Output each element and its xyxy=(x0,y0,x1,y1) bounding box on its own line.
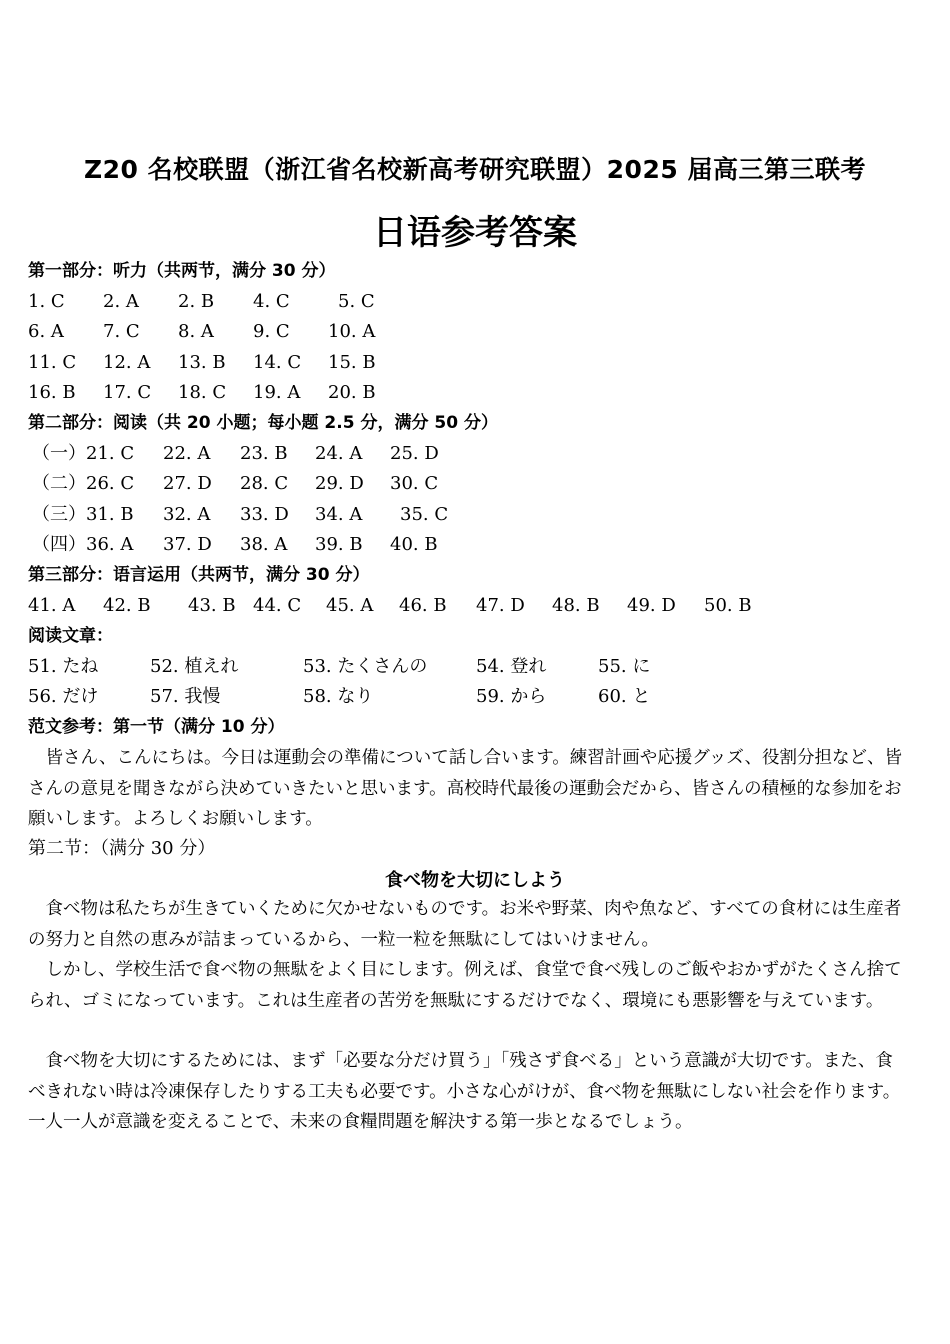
answer-item: 44. C xyxy=(253,595,302,616)
answer-item: 30. C xyxy=(390,473,439,494)
answer-item: 1. C xyxy=(28,291,65,312)
answer-item: 7. C xyxy=(103,321,140,342)
answer-item: 34. A xyxy=(315,504,363,525)
answer-item: 15. B xyxy=(328,352,376,373)
answer-item: 40. B xyxy=(390,534,438,555)
part1-heading: 第一部分：听力（共两节，满分 30 分） xyxy=(28,261,336,281)
answer-item: 41. A xyxy=(28,595,76,616)
sample-heading-1: 范文参考：第一节（满分 10 分） xyxy=(28,717,285,737)
answer-item: 46. B xyxy=(399,595,447,616)
essay-paragraph-2: しかし、学校生活で食べ物の無駄をよく目にします。例えば、食堂で食べ残しのご飯やおかずがたくさん捨てられ、ゴミになっています。これは生産者の苦労を無駄にするだけでなく、環境にも悪影響を与えています。 xyxy=(28,960,902,1011)
answer-item: 14. C xyxy=(253,352,302,373)
answer-item: 13. B xyxy=(178,352,226,373)
answer-item: （三）31. B xyxy=(32,504,134,525)
answer-item: 43. B xyxy=(188,595,236,616)
answer-item: 6. A xyxy=(28,321,64,342)
answer-item: 5. C xyxy=(338,291,375,312)
reading-heading: 阅读文章： xyxy=(28,626,113,646)
answer-item: 45. A xyxy=(326,595,374,616)
answer-item: 47. D xyxy=(476,595,525,616)
answer-item: 10. A xyxy=(328,321,376,342)
answer-item: 23. B xyxy=(240,443,288,464)
answer-item: 52. 植えれ xyxy=(150,656,239,677)
answer-item: 2. A xyxy=(103,291,139,312)
answer-item: 9. C xyxy=(253,321,290,342)
answer-item: 12. A xyxy=(103,352,151,373)
answer-item: 19. A xyxy=(253,382,301,403)
answer-item: 22. A xyxy=(163,443,211,464)
answer-item: 39. B xyxy=(315,534,363,555)
essay-paragraph-1: 食べ物は私たちが生きていくために欠かせないものです。お米や野菜、肉や魚など、すべての食材には生産者の努力と自然の恵みが詰まっているから、一粒一粒を無駄にしてはいけません。 xyxy=(28,899,902,950)
document-subtitle: 日语参考答案 xyxy=(373,213,577,253)
answer-item: 37. D xyxy=(163,534,212,555)
answer-item: 57. 我慢 xyxy=(150,686,221,707)
answer-item: 8. A xyxy=(178,321,214,342)
essay-paragraph-3: 食べ物を大切にするためには、まず「必要な分だけ買う」「残さず食べる」という意識が大切です。また、食べきれない時は冷凍保存したりする工夫も必要です。小さな心がけが、食べ物を無駄にしない社会を作ります。一人一人が意識を変えることで、未来の食糧問題を解決する第一歩となるでしょう。 xyxy=(28,1051,901,1132)
answer-item: 53. たくさんの xyxy=(303,656,428,677)
answer-item: （二）26. C xyxy=(32,473,135,494)
part2-heading: 第二部分：阅读（共 20 小题；每小题 2.5 分，满分 50 分） xyxy=(28,413,498,433)
answer-item: 27. D xyxy=(163,473,212,494)
answer-item: 55. に xyxy=(598,656,651,677)
answer-item: 48. B xyxy=(552,595,600,616)
answer-item: 25. D xyxy=(390,443,439,464)
document-title: Z20 名校联盟（浙江省名校新高考研究联盟）2025 届高三第三联考 xyxy=(84,155,866,184)
answer-item: 38. A xyxy=(240,534,288,555)
answer-item: 4. C xyxy=(253,291,290,312)
answer-item: （四）36. A xyxy=(32,534,134,555)
answer-item: 59. から xyxy=(476,686,547,707)
essay-title: 食べ物を大切にしよう xyxy=(385,870,565,891)
answer-item: 42. B xyxy=(103,595,151,616)
answer-item: 20. B xyxy=(328,382,376,403)
answer-item: 35. C xyxy=(400,504,449,525)
answer-item: 60. と xyxy=(598,686,651,707)
answer-item: 28. C xyxy=(240,473,289,494)
answer-item: 18. C xyxy=(178,382,227,403)
answer-item: 33. D xyxy=(240,504,289,525)
answer-item: 56. だけ xyxy=(28,686,99,707)
sample-heading-2: 第二节：（满分 30 分） xyxy=(28,838,216,859)
answer-item: 16. B xyxy=(28,382,76,403)
answer-item: 32. A xyxy=(163,504,211,525)
sample-paragraph-1: 皆さん、こんにちは。今日は運動会の準備について話し合います。練習計画や応援グッズ、役割分担など、皆さんの意見を聞きながら決めていきたいと思います。高校時代最後の運動会だから、皆さんの積極的な参加をお願いします。よろしくお願いします。 xyxy=(28,748,902,829)
answer-item: 17. C xyxy=(103,382,152,403)
answer-item: 11. C xyxy=(28,352,77,373)
answer-item: 49. D xyxy=(627,595,676,616)
answer-item: 51. たね xyxy=(28,656,99,677)
answer-item: 29. D xyxy=(315,473,364,494)
part3-heading: 第三部分：语言运用（共两节，满分 30 分） xyxy=(28,565,370,585)
answer-item: 54. 登れ xyxy=(476,656,547,677)
answer-item: 58. なり xyxy=(303,686,374,707)
answer-item: 24. A xyxy=(315,443,363,464)
answer-item: 2. B xyxy=(178,291,215,312)
answer-item: 50. B xyxy=(704,595,752,616)
answer-item: （一）21. C xyxy=(32,443,135,464)
